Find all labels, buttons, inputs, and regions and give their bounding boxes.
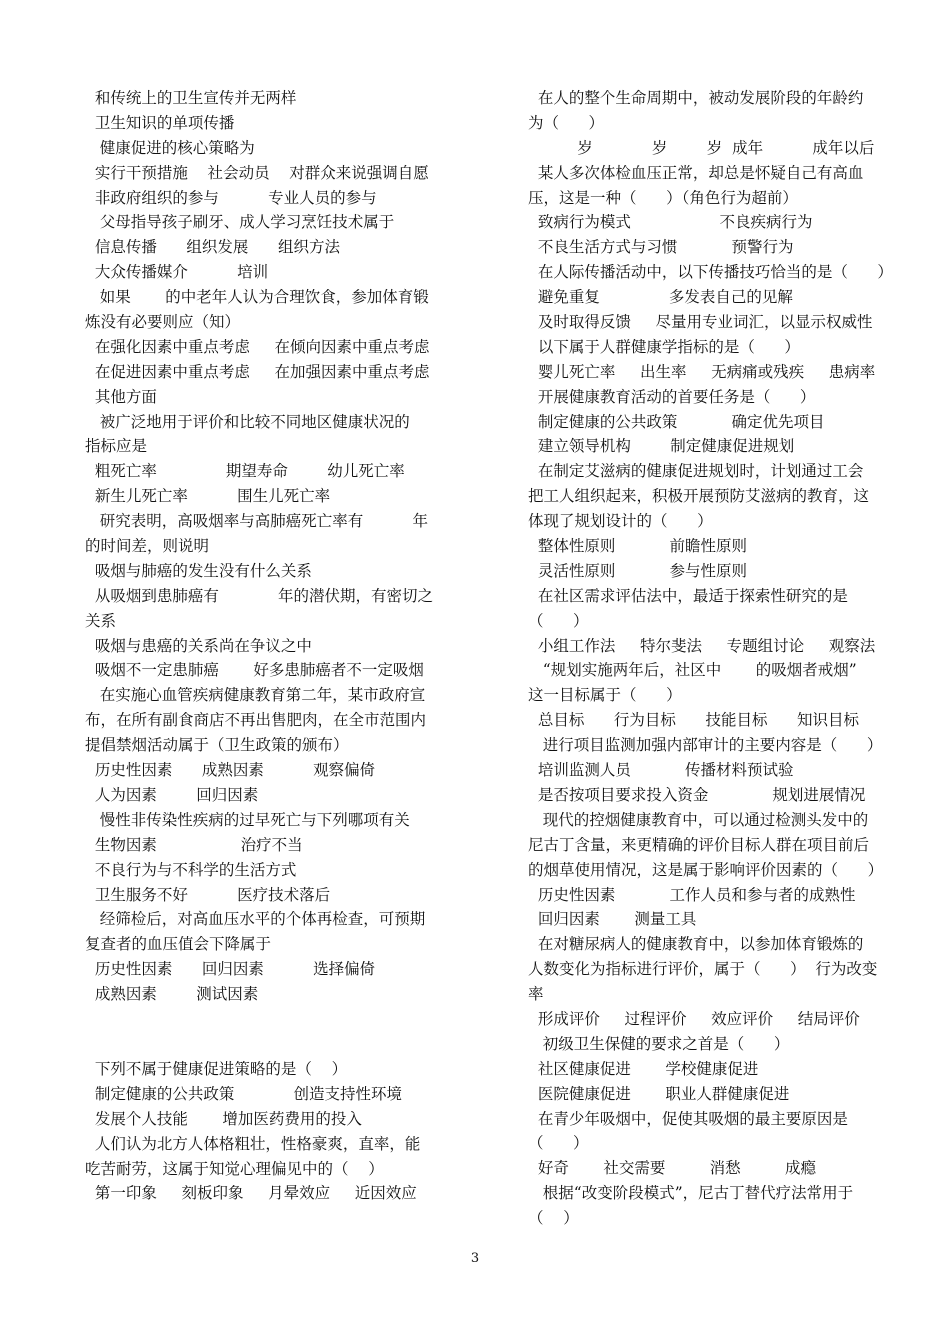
text-line: 吸烟与肺癌的发生没有什么关系 [85, 561, 312, 580]
text-line: 在强化因素中重点考虑 在倾向因素中重点考虑 [85, 337, 430, 356]
text-line: 历史性因素 成熟因素 观察偏倚 [85, 761, 376, 780]
text-line: 为（ ） [528, 113, 605, 132]
text-line: 回归因素 测量工具 [528, 910, 697, 929]
text-line: 这一目标属于（ ） [528, 686, 682, 705]
text-line: 吸烟不一定患肺癌 好多患肺癌者不一定吸烟 [85, 661, 424, 680]
text-line: 致病行为模式 不良疾病行为 [528, 213, 813, 232]
text-line: 的烟草使用情况，这是属于影响评价因素的（ ） [528, 860, 884, 879]
text-line: 在实施心血管疾病健康教育第二年，某市政府宣 [85, 686, 426, 705]
text-line: 现代的控烟健康教育中，可以通过检测头发中的 [528, 810, 869, 829]
text-line: 父母指导孩子刷牙、成人学习烹饪技术属于 [85, 213, 395, 232]
text-line: 信息传播 组织发展 组织方法 [85, 238, 340, 257]
text-line: 复查者的血压值会下降属于 [85, 935, 272, 954]
text-line: 经筛检后，对高血压水平的个体再检查，可预期 [85, 910, 426, 929]
text-line: 研究表明，高吸烟率与高肺癌死亡率有 年 [85, 512, 429, 531]
text-line: 在人的整个生命周期中，被动发展阶段的年龄约 [528, 89, 864, 107]
text-line: 不良生活方式与习惯 预警行为 [528, 238, 794, 257]
text-line: 避免重复 多发表自己的见解 [528, 288, 793, 307]
text-line: 提倡禁烟活动属于（卫生政策的颁布） [85, 736, 349, 755]
text-line: 卫生知识的单项传播 [85, 113, 235, 132]
page-number: 3 [470, 1251, 480, 1266]
text-line: 制定健康的公共政策 创造支持性环境 [85, 1084, 402, 1103]
text-line: 某人多次体检血压正常，却总是怀疑自己有高血 [528, 163, 864, 182]
text-line: 在人际传播活动中，以下传播技巧恰当的是（ ） [528, 263, 893, 282]
text-line: 和传统上的卫生宣传并无两样 [85, 89, 297, 107]
text-line: 体现了规划设计的（ ） [528, 512, 713, 531]
text-line: 被广泛地用于评价和比较不同地区健康状况的 [85, 412, 410, 431]
text-line: 压，这是一种（ ）（角色行为超前） [528, 188, 798, 207]
text-line: 人们认为北方人体格粗壮，性格豪爽，直率，能 [85, 1134, 421, 1153]
text-line: 其他方面 [85, 387, 157, 406]
text-line: 在制定艾滋病的健康促进规划时，计划通过工会 [528, 462, 864, 481]
text-line: 岁 岁 岁 成年 成年以后 [528, 138, 875, 157]
text-line: 指标应是 [85, 437, 148, 456]
text-line: 关系 [85, 611, 117, 630]
text-line: 在社区需求评估法中，最适于探索性研究的是 [528, 586, 848, 605]
text-line: 好奇 社交需要 消愁 成瘾 [528, 1159, 817, 1178]
text-line: “规划实施两年后，社区中 的吸烟者戒烟” [528, 661, 857, 680]
text-line: 整体性原则 前瞻性原则 [528, 537, 748, 556]
text-line: 如果 的中老年人认为合理饮食，参加体育锻 [85, 288, 429, 307]
text-line: 在对糖尿病人的健康教育中，以参加体育锻炼的 [528, 935, 864, 954]
text-line: 成熟因素 测试因素 [85, 985, 259, 1004]
text-line: 吸烟与患癌的关系尚在争议之中 [85, 636, 312, 655]
text-line: 发展个人技能 增加医药费用的投入 [85, 1109, 362, 1128]
text-line: 从吸烟到患肺癌有 年的潜伏期，有密切之 [85, 586, 433, 605]
text-line: 灵活性原则 参与性原则 [528, 561, 748, 580]
text-line: （ ） [528, 1209, 579, 1228]
text-line: 培训监测人员 传播材料预试验 [528, 761, 794, 780]
text-line: 形成评价 过程评价 效应评价 结局评价 [528, 1009, 860, 1028]
text-line: 的时间差，则说明 [85, 537, 210, 556]
text-line: 慢性非传染性疾病的过早死亡与下列哪项有关 [85, 810, 410, 829]
text-line: 不良行为与不科学的生活方式 [85, 860, 297, 879]
text-line: 历史性因素 回归因素 选择偏倚 [85, 960, 376, 979]
text-line: 吃苦耐劳，这属于知觉心理偏见中的（ ） [85, 1159, 384, 1178]
text-line: 非政府组织的参与 专业人员的参与 [85, 188, 377, 207]
text-line: 人为因素 回归因素 [85, 785, 259, 804]
text-line: 小组工作法 特尔斐法 专题组讨论 观察法 [528, 636, 876, 655]
text-line: 新生儿死亡率 围生儿死亡率 [85, 487, 331, 506]
text-line: 及时取得反馈 尽量用专业词汇，以显示权威性 [528, 313, 873, 332]
text-line: 粗死亡率 期望寿命 幼儿死亡率 [85, 462, 405, 481]
text-line: 制定健康的公共政策 确定优先项目 [528, 412, 825, 431]
text-line: 人数变化为指标进行评价，属于（ ） 行为改变 [528, 960, 878, 979]
text-line: 把工人组织起来，积极开展预防艾滋病的教育，这 [528, 487, 870, 506]
text-line: 建立领导机构 制定健康促进规划 [528, 437, 795, 456]
text-line: 健康促进的核心策略为 [85, 138, 255, 157]
text-line: 在促进因素中重点考虑 在加强因素中重点考虑 [85, 362, 430, 381]
text-line: 初级卫生保健的要求之首是（ ） [528, 1034, 790, 1053]
column-gap [85, 1007, 469, 1057]
text-line: 医院健康促进 职业人群健康促进 [528, 1084, 790, 1103]
text-line: 第一印象 刻板印象 月晕效应 近因效应 [85, 1184, 417, 1203]
text-line: 炼没有必要则应（知） [85, 313, 241, 332]
text-line: 婴儿死亡率 出生率 无病痛或残疾 患病率 [528, 362, 876, 381]
text-line: （ ） [528, 1134, 589, 1153]
text-line: 是否按项目要求投入资金 规划进展情况 [528, 785, 866, 804]
text-line: 生物因素 治疗不当 [85, 835, 303, 854]
right-column [528, 86, 916, 1231]
text-line: 实行干预措施 社会动员 对群众来说强调自愿 [85, 163, 429, 182]
text-line: 大众传播媒介 培训 [85, 263, 269, 282]
text-line: 开展健康教育活动的首要任务是（ ） [528, 387, 816, 406]
text-line: 进行项目监测加强内部审计的主要内容是（ ） [528, 736, 883, 755]
text-line: 率 [528, 985, 544, 1004]
text-line: （ ） [528, 611, 589, 630]
text-line: 卫生服务不好 医疗技术落后 [85, 885, 331, 904]
text-line: 社区健康促进 学校健康促进 [528, 1059, 759, 1078]
text-line: 在青少年吸烟中，促使其吸烟的最主要原因是 [528, 1109, 848, 1128]
text-line: 历史性因素 工作人员和参与者的成熟性 [528, 885, 856, 904]
left-column [85, 86, 469, 1206]
text-line: 下列不属于健康促进策略的是（ ） [85, 1059, 348, 1078]
text-line: 以下属于人群健康学指标的是（ ） [528, 337, 800, 356]
text-line: 总目标 行为目标 技能目标 知识目标 [528, 711, 860, 730]
text-line: 尼古丁含量，来更精确的评价目标人群在项目前后 [528, 835, 870, 854]
text-line: 布，在所有副食商店不再出售肥肉，在全市范围内 [85, 711, 427, 730]
text-line: 根据“改变阶段模式”，尼古丁替代疗法常用于 [528, 1184, 854, 1203]
